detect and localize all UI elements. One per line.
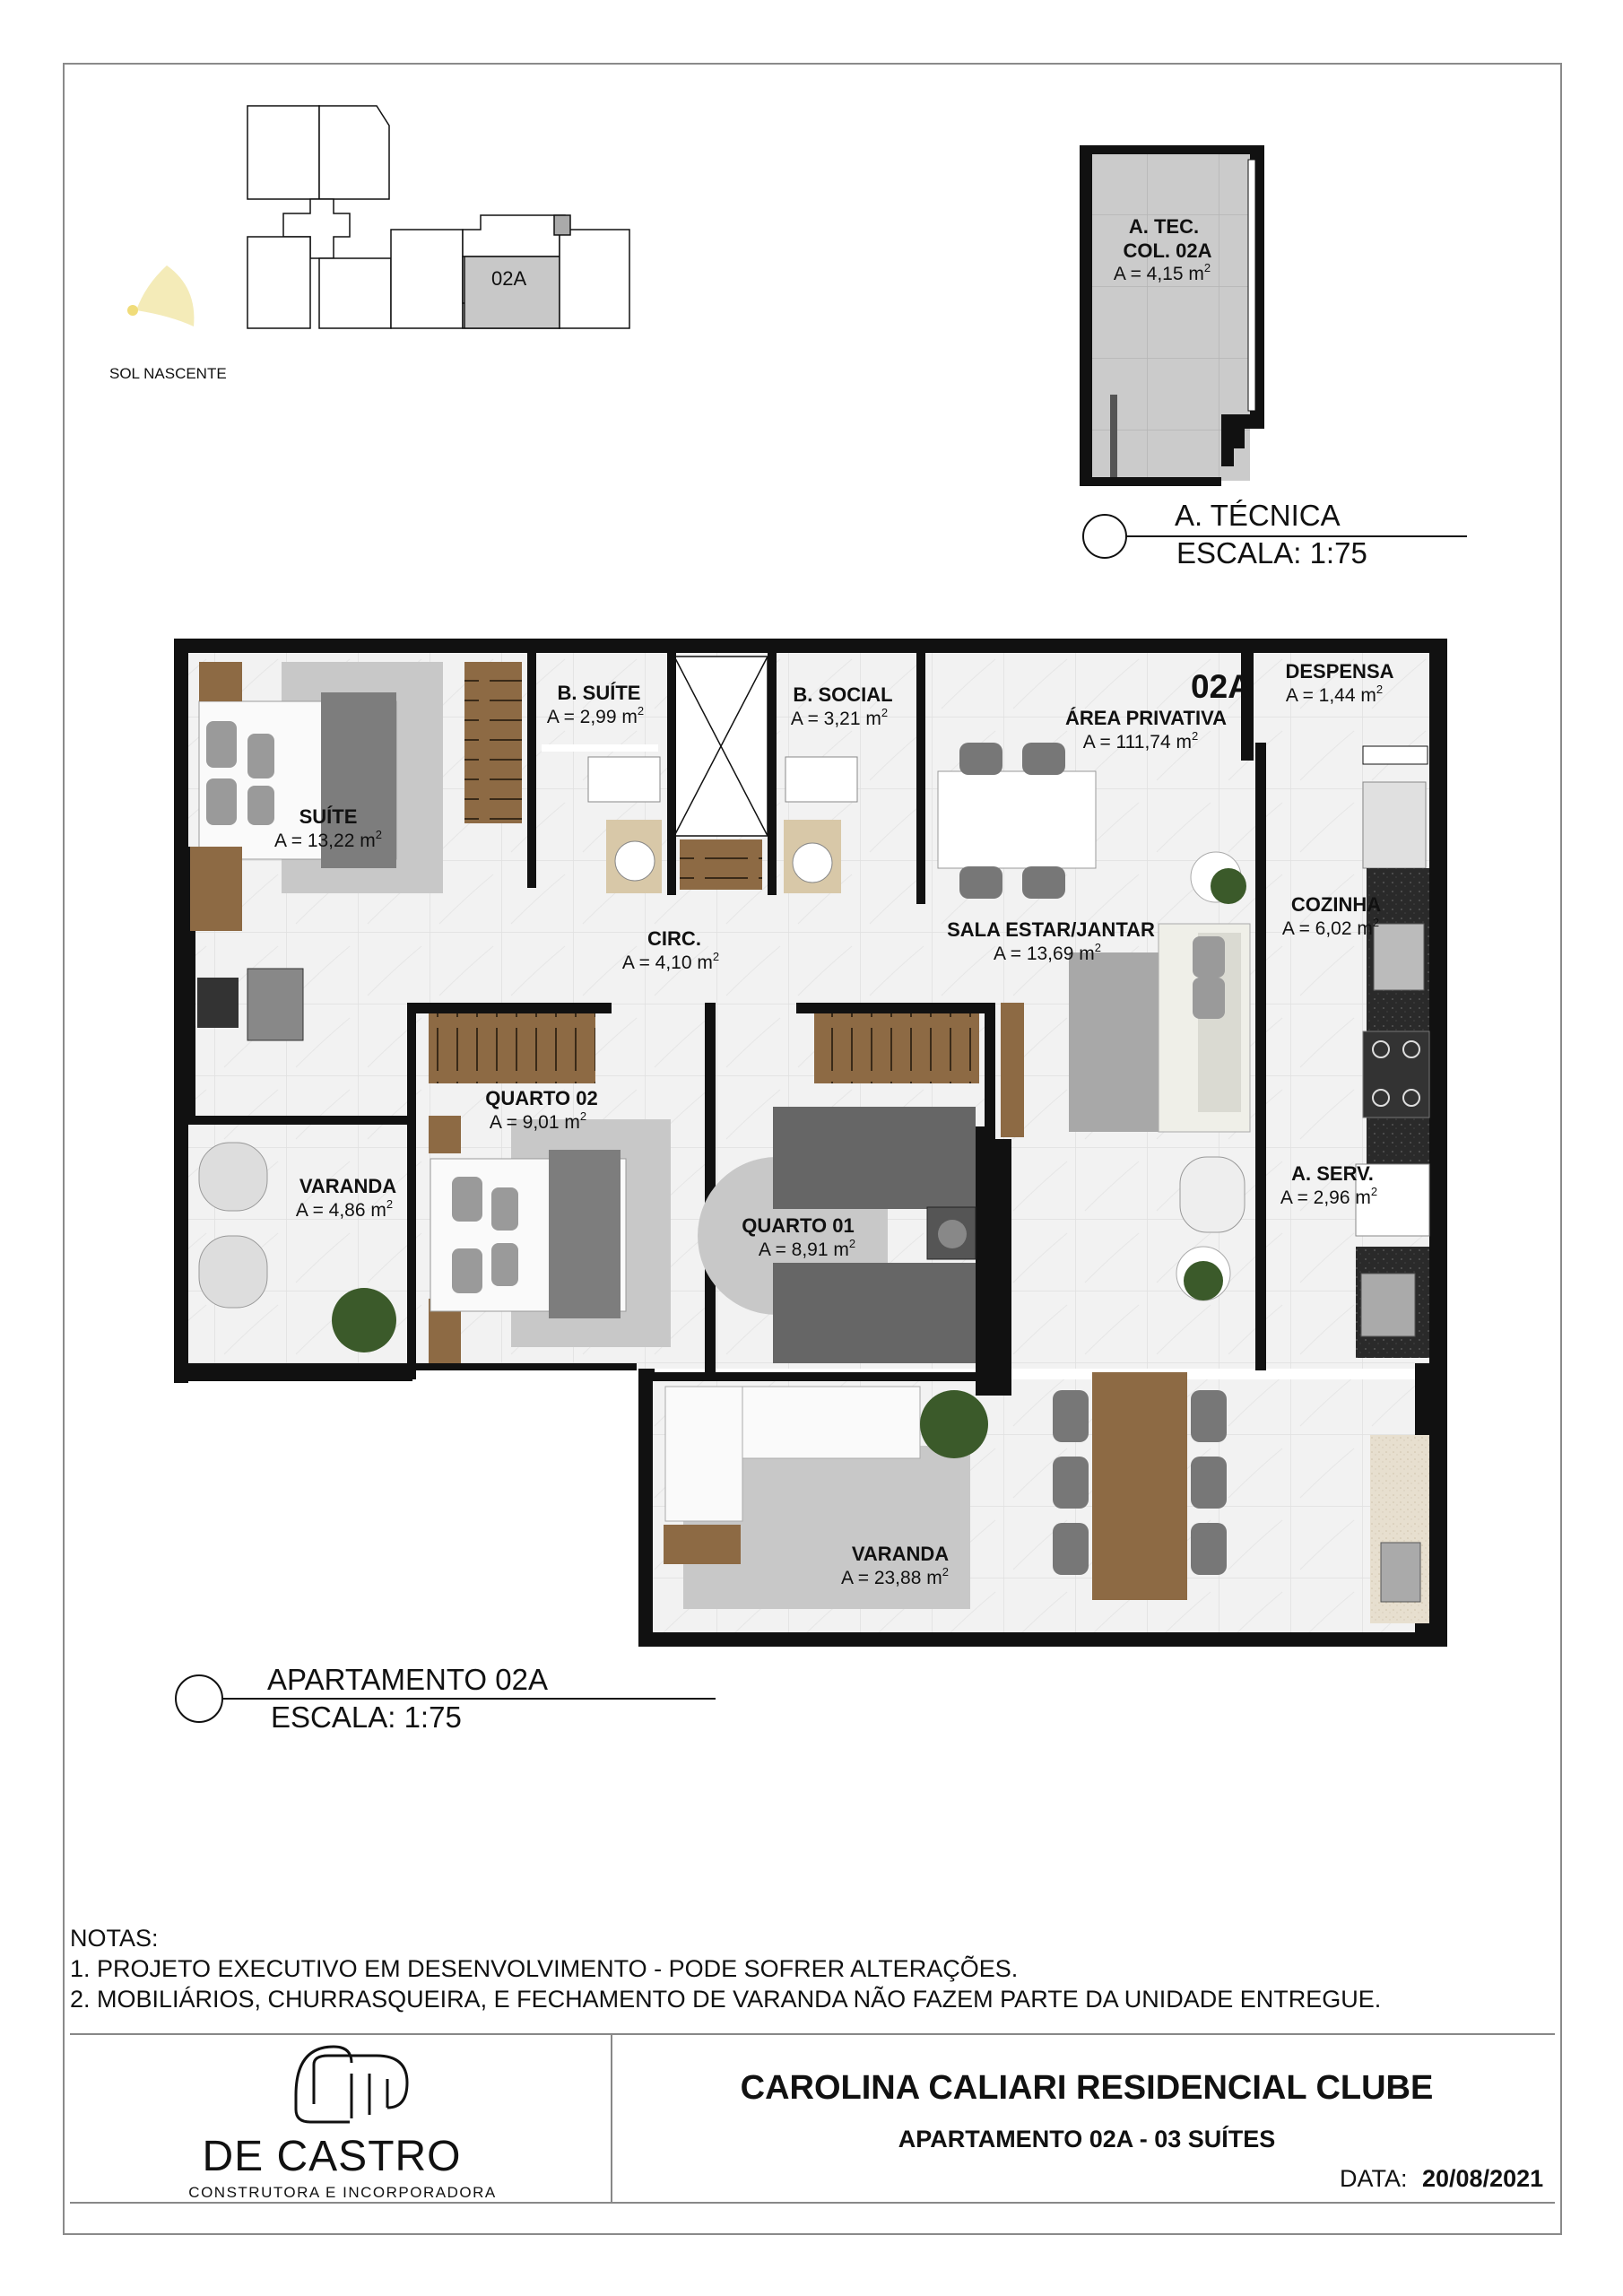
room-area: A = 13,22 $m^2$ — [274, 828, 382, 851]
note-item: 1. PROJETO EXECUTIVO EM DESENVOLVIMENTO - PODE SOFRER ALTERAÇÕES. — [70, 1955, 1019, 1982]
unit-description: APARTAMENTO 02A - 03 SUÍTES — [898, 2126, 1276, 2152]
sun-label: SOL NASCENTE — [109, 365, 227, 382]
room-name: CIRC. — [647, 927, 701, 950]
room-area: A = 23,88 $m^2$ — [841, 1565, 949, 1588]
area-superscript: 2 — [712, 950, 720, 963]
area-superscript: 2 — [1203, 261, 1211, 274]
unit-code: 02A — [1191, 668, 1252, 705]
area-superscript: 2 — [579, 1109, 587, 1123]
tech-room-area: A = 4,15 $m^2$ — [1113, 261, 1211, 284]
room-name: B. SUÍTE — [557, 682, 641, 704]
room-area: A = 13,69 $m^2$ — [994, 941, 1101, 964]
room-name: SALA ESTAR/JANTAR — [947, 918, 1155, 941]
apartment-title: APARTAMENTO 02A — [267, 1663, 548, 1696]
room-name: B. SOCIAL — [793, 683, 893, 706]
room-name: SUÍTE — [299, 805, 358, 828]
technical-area-plan — [1080, 145, 1264, 486]
area-superscript: 2 — [1376, 683, 1384, 696]
company-subtitle: CONSTRUTORA E INCORPORADORA — [188, 2184, 497, 2201]
key-plan — [247, 106, 629, 328]
area-superscript: 2 — [848, 1237, 856, 1250]
room-name: DESPENSA — [1285, 660, 1394, 683]
tech-room-name-1: A. TEC. — [1128, 215, 1200, 238]
room-area: A = 2,99 $m^2$ — [546, 704, 645, 727]
area-superscript: 2 — [1192, 729, 1199, 743]
apartment-floor-plan — [174, 639, 1447, 1647]
area-superscript: 2 — [1372, 916, 1380, 929]
area-superscript: 2 — [942, 1565, 949, 1578]
room-area: A = 2,96 $m^2$ — [1280, 1185, 1378, 1208]
apartment-title-marker — [176, 1675, 222, 1722]
sun-icon — [127, 265, 194, 326]
tech-room-name-2: COL. 02A — [1123, 239, 1212, 262]
date-value: 20/08/2021 — [1422, 2165, 1544, 2192]
plant-icon — [1211, 868, 1246, 904]
area-superscript: 2 — [375, 828, 382, 841]
room-area: A = 4,10 $m^2$ — [621, 950, 720, 973]
room-area: A = 6,02 $m^2$ — [1281, 916, 1380, 939]
date-label: DATA: — [1340, 2165, 1408, 2192]
area-superscript: 2 — [1094, 941, 1101, 954]
company-name: DE CASTRO — [202, 2133, 462, 2180]
area-superscript: 2 — [1370, 1185, 1378, 1198]
area-superscript: 2 — [881, 706, 889, 719]
company-logo-icon — [296, 2047, 407, 2122]
room-name: COZINHA — [1290, 893, 1382, 916]
private-area-label: ÁREA PRIVATIVA — [1064, 707, 1228, 729]
room-area: A = 1,44 $m^2$ — [1285, 683, 1384, 706]
room-name: QUARTO 02 — [485, 1087, 598, 1109]
room-name: A. SERV. — [1291, 1162, 1374, 1185]
room-area: A = 8,91 $m^2$ — [758, 1237, 856, 1260]
room-area: A = 3,21 $m^2$ — [790, 706, 889, 729]
room-name: VARANDA — [851, 1543, 950, 1565]
tech-scale: ESCALA: 1:75 — [1176, 536, 1367, 570]
plant-icon — [332, 1288, 396, 1352]
key-plan-unit-label: 02A — [491, 267, 527, 290]
apartment-scale: ESCALA: 1:75 — [271, 1700, 462, 1734]
room-area: A = 4,86 $m^2$ — [295, 1197, 394, 1221]
area-superscript: 2 — [386, 1197, 394, 1211]
tech-title-marker — [1083, 515, 1126, 558]
project-name: CAROLINA CALIARI RESIDENCIAL CLUBE — [740, 2069, 1434, 2107]
private-area-value: A = 111,74 $m^2$ — [1082, 729, 1199, 752]
note-item: 2. MOBILIÁRIOS, CHURRASQUEIRA, E FECHAMENTO DE VARANDA NÃO FAZEM PARTE DA UNIDADE ENTREGUE. — [70, 1986, 1382, 2013]
room-name: QUARTO 01 — [742, 1214, 855, 1237]
tech-title: A. TÉCNICA — [1175, 499, 1341, 532]
area-superscript: 2 — [637, 704, 645, 718]
room-name: VARANDA — [299, 1175, 397, 1197]
room-area: A = 9,01 $m^2$ — [489, 1109, 587, 1133]
notes-heading: NOTAS: — [70, 1925, 159, 1952]
